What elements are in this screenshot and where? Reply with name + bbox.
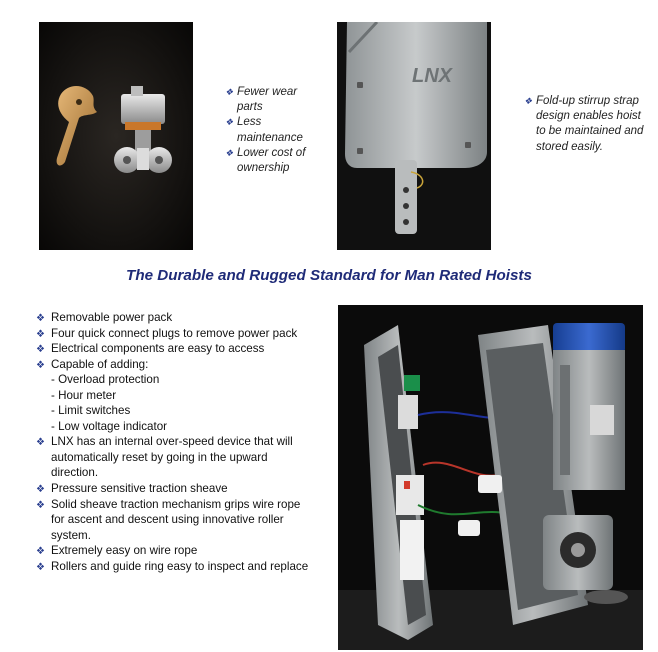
wear-parts-photo — [39, 22, 193, 250]
feature-item: ❖ LNX has an internal over-speed device that will automatically reset by going in the upward direction. — [36, 435, 293, 480]
feature-item: ❖ Rollers and guide ring easy to inspect and replace — [36, 559, 312, 575]
page-headline: The Durable and Rugged Standard for Man Rated Hoists — [126, 267, 532, 284]
feature-item: ❖ Pressure sensitive traction sheave — [36, 481, 312, 497]
feature-item: ❖ Solid sheave traction mechanism grips wire rope for ascent and descent using innovative roller system. — [36, 497, 301, 542]
wear-parts-illustration — [39, 22, 193, 250]
bullet-icon: ❖ — [36, 313, 45, 324]
feature-sub-item: - Limit switches — [51, 404, 131, 418]
benefit-item: ❖ Lower cost of ownership — [225, 146, 306, 175]
feature-item: ❖ Extremely easy on wire rope — [36, 543, 312, 559]
housing-illustration — [337, 22, 491, 250]
housing-logo: LNX — [412, 65, 452, 87]
hoist-illustration — [338, 305, 643, 650]
hoist-open-photo — [338, 305, 643, 650]
feature-item: ❖ Electrical components are easy to access — [36, 341, 312, 357]
bullet-icon: ❖ — [225, 117, 234, 128]
bullet-icon: ❖ — [225, 87, 234, 97]
stirrup-photo — [337, 22, 491, 250]
feature-item: ❖ Capable of adding: — [36, 357, 312, 373]
feature-sub-item: - Hour meter — [51, 388, 117, 402]
feature-item: ❖ Removable power pack — [36, 310, 312, 326]
benefits-list — [225, 85, 315, 176]
bullet-icon: ❖ — [36, 546, 45, 558]
bullet-icon: ❖ — [225, 147, 234, 158]
benefit-item: ❖ Less maintenance — [225, 116, 303, 144]
bullet-icon: ❖ — [36, 359, 45, 371]
bullet-icon: ❖ — [36, 561, 45, 573]
bullet-icon: ❖ — [36, 328, 45, 340]
stirrup-feature-list — [524, 94, 650, 155]
bullet-icon: ❖ — [36, 437, 45, 449]
bullet-icon: ❖ — [524, 96, 533, 106]
stirrup-feature-item: ❖ Fold-up stirrup strap design enables hoist to be maintained and stored easily. — [524, 95, 644, 153]
feature-sub-item: - Low voltage indicator — [51, 419, 167, 433]
bullet-icon: ❖ — [36, 484, 45, 496]
bullet-icon: ❖ — [36, 499, 45, 511]
feature-item: ❖ Four quick connect plugs to remove power pack — [36, 326, 312, 342]
feature-list — [36, 310, 312, 574]
feature-sub-item: - Overload protection — [51, 373, 160, 387]
benefit-item: ❖ Fewer wear parts — [225, 86, 298, 114]
bullet-icon: ❖ — [36, 344, 45, 356]
